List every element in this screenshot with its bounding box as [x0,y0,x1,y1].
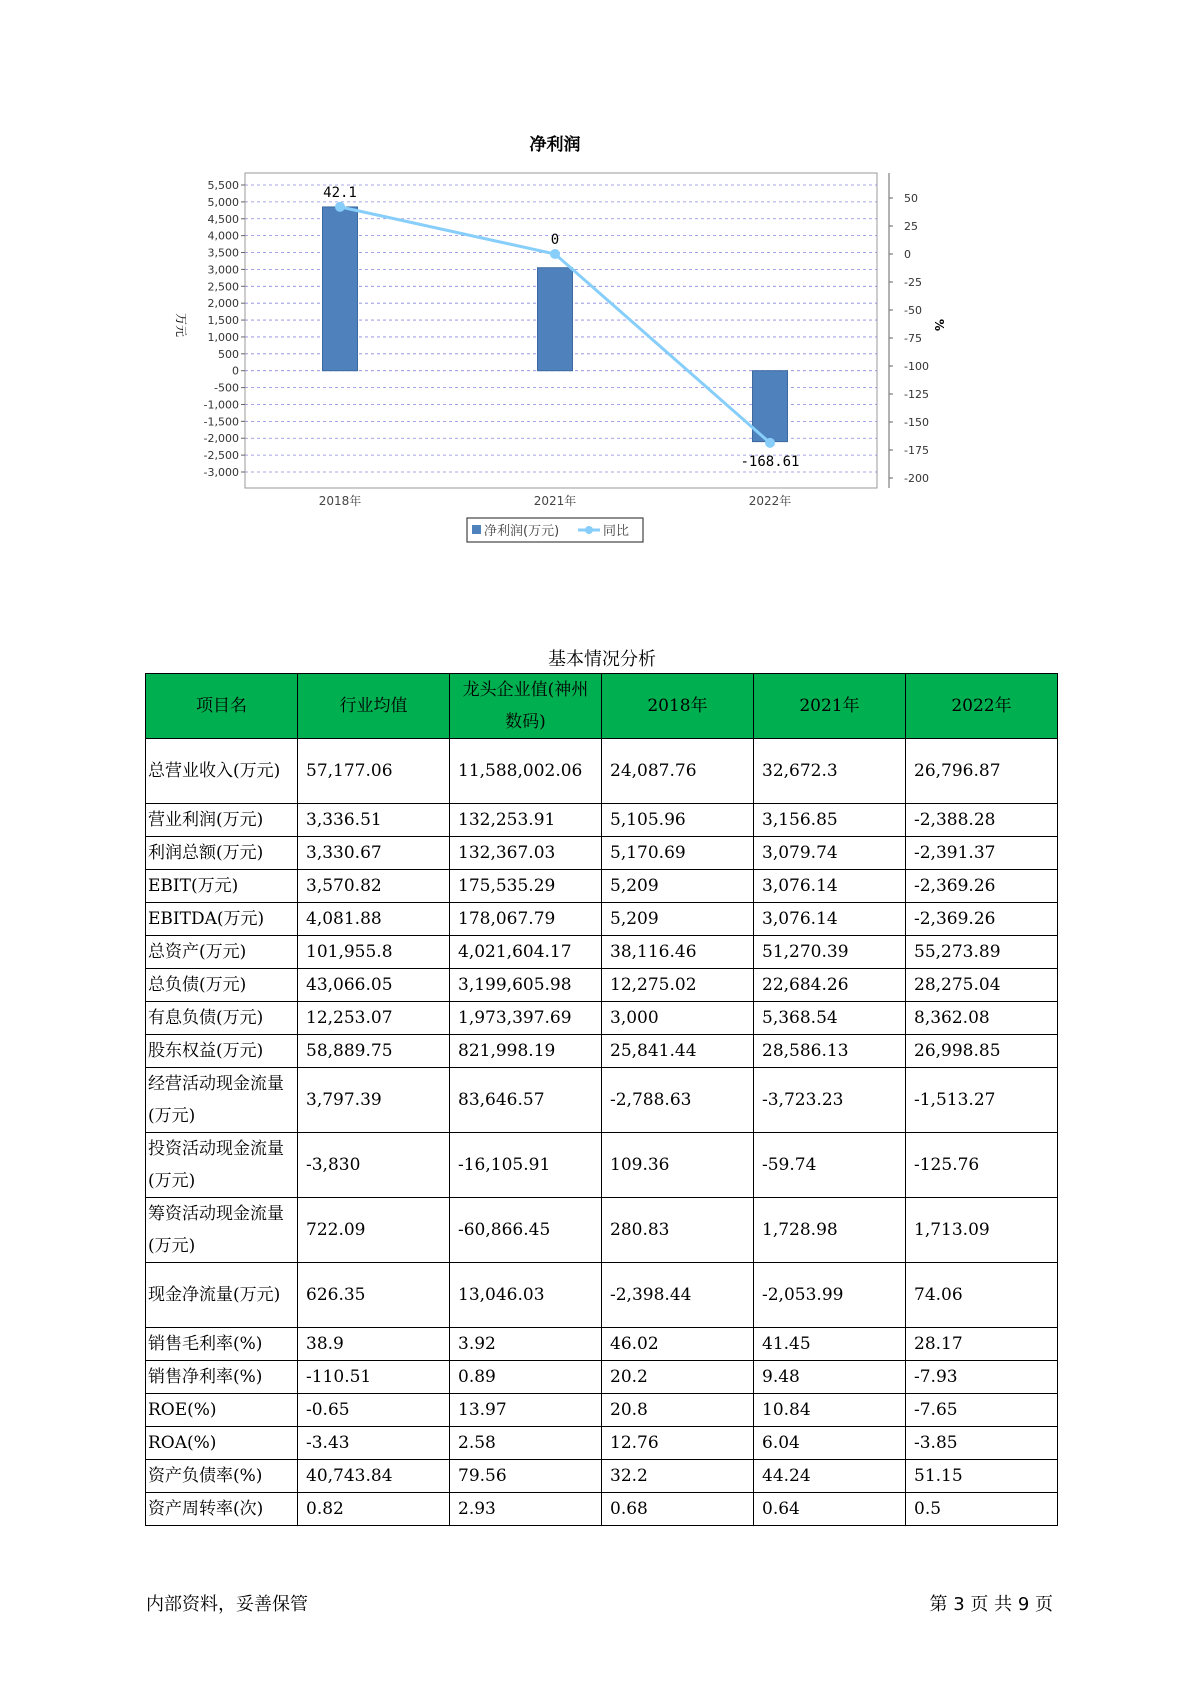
table-row [146,1427,1058,1460]
row-value: 43,066.05 [298,969,450,1002]
row-name: 有息负债(万元) [146,1002,298,1035]
row-value: 132,253.91 [450,804,602,837]
table-row [146,1263,1058,1328]
row-value: 51.15 [906,1460,1058,1493]
row-value: -7.65 [906,1394,1058,1427]
y2-tick-label: -25 [904,276,922,289]
data-label: 0 [550,232,560,248]
header-cell: 项目名 [146,674,298,739]
y2-tick-label: -175 [904,444,929,457]
row-value: 13.97 [450,1394,602,1427]
row-value: 132,367.03 [450,837,602,870]
y2-tick-label: -50 [904,304,922,317]
row-value: 5,209 [602,903,754,936]
footer-confidential: 内部资料，妥善保管 [146,1594,308,1615]
row-value: -3,830 [298,1133,450,1198]
y2-tick-label: 0 [904,248,911,261]
y-tick-label: 1,000 [207,330,239,344]
row-value: 57,177.06 [298,739,450,804]
table-row [146,1328,1058,1361]
legend-line-label: 同比 [603,524,630,539]
table-row [146,936,1058,969]
row-value: 6.04 [754,1427,906,1460]
row-value: 28.17 [906,1328,1058,1361]
bar [538,268,573,371]
row-value: 24,087.76 [602,739,754,804]
table-row [146,1493,1058,1526]
row-value: 20.2 [602,1361,754,1394]
row-value: -16,105.91 [450,1133,602,1198]
line-point [550,249,560,259]
y-tick-label: 500 [218,347,239,361]
y-tick-label: 0 [232,364,239,378]
row-value: 3,076.14 [754,903,906,936]
chart-svg [160,130,1060,590]
row-value: 58,889.75 [298,1035,450,1068]
row-value: 13,046.03 [450,1263,602,1328]
legend-bar-label: 净利润(万元) [484,524,560,539]
legend-line-marker [585,526,593,534]
row-value: -3.85 [906,1427,1058,1460]
y-tick-label: 3,000 [207,263,239,277]
row-value: 11,588,002.06 [450,739,602,804]
table-header-row [146,674,1058,739]
row-value: 38.9 [298,1328,450,1361]
row-value: 101,955.8 [298,936,450,969]
data-label: 42.1 [323,184,357,201]
row-name: 营业利润(万元) [146,804,298,837]
row-value: 46.02 [602,1328,754,1361]
table-row [146,1361,1058,1394]
table-row [146,804,1058,837]
table-row [146,1002,1058,1035]
chart-title: 净利润 [529,135,581,155]
line-point [765,438,775,448]
row-value: 3,079.74 [754,837,906,870]
row-value: 0.5 [906,1493,1058,1526]
row-name: 总资产(万元) [146,936,298,969]
row-value: -125.76 [906,1133,1058,1198]
row-value: 25,841.44 [602,1035,754,1068]
row-value: 26,796.87 [906,739,1058,804]
table-row [146,1035,1058,1068]
row-value: 1,713.09 [906,1198,1058,1263]
row-value: -2,369.26 [906,870,1058,903]
footer-page-number: 第 3 页 共 9 页 [929,1594,1053,1615]
row-name: 总负债(万元) [146,969,298,1002]
header-cell: 行业均值 [298,674,450,739]
row-value: 3,000 [602,1002,754,1035]
row-name: 总营业收入(万元) [146,739,298,804]
row-value: 12,253.07 [298,1002,450,1035]
row-value: 3,330.67 [298,837,450,870]
y-tick-label: -2,000 [203,432,239,446]
row-value: -59.74 [754,1133,906,1198]
row-name: 资产负债率(%) [146,1460,298,1493]
y-tick-label: 2,500 [207,280,239,294]
y-axis-title: 万元 [174,312,188,338]
y2-tick-label: -75 [904,332,922,345]
row-name: 投资活动现金流量(万元) [146,1133,298,1198]
row-value: 51,270.39 [754,936,906,969]
row-value: 0.82 [298,1493,450,1526]
row-value: 626.35 [298,1263,450,1328]
table-row [146,969,1058,1002]
row-value: 4,021,604.17 [450,936,602,969]
row-value: -2,398.44 [602,1263,754,1328]
row-value: 32,672.3 [754,739,906,804]
row-value: 10.84 [754,1394,906,1427]
y2-axis-title: % [932,318,946,332]
row-value: 175,535.29 [450,870,602,903]
y-tick-label: 4,000 [207,229,239,243]
row-value: 41.45 [754,1328,906,1361]
y2-tick-label: 25 [904,220,918,233]
x-tick-label: 2021年 [533,494,577,508]
y2-tick-label: -200 [904,472,929,485]
row-value: -2,788.63 [602,1068,754,1133]
table-row [146,1460,1058,1493]
y-tick-label: 2,000 [207,297,239,311]
y-tick-label: -2,500 [203,449,239,463]
y-tick-label: 1,500 [207,314,239,328]
table-row [146,1198,1058,1263]
row-value: 28,275.04 [906,969,1058,1002]
y-tick-label: 5,500 [207,179,239,192]
row-name: ROA(%) [146,1427,298,1460]
row-value: 3,199,605.98 [450,969,602,1002]
row-value: -2,388.28 [906,804,1058,837]
row-value: 2.58 [450,1427,602,1460]
header-cell: 2022年 [906,674,1058,739]
row-value: 1,973,397.69 [450,1002,602,1035]
row-value: -110.51 [298,1361,450,1394]
row-value: 20.8 [602,1394,754,1427]
line-point [335,202,345,212]
x-tick-label: 2018年 [318,494,362,508]
row-value: 2.93 [450,1493,602,1526]
row-value: -3,723.23 [754,1068,906,1133]
row-value: 1,728.98 [754,1198,906,1263]
row-value: 5,170.69 [602,837,754,870]
row-value: 280.83 [602,1198,754,1263]
row-name: 现金净流量(万元) [146,1263,298,1328]
y-tick-label: -1,000 [203,398,239,412]
row-value: 74.06 [906,1263,1058,1328]
row-value: 5,105.96 [602,804,754,837]
row-name: EBIT(万元) [146,870,298,903]
table-row [146,1394,1058,1427]
row-value: 12.76 [602,1427,754,1460]
row-value: 40,743.84 [298,1460,450,1493]
row-value: 22,684.26 [754,969,906,1002]
row-value: 55,273.89 [906,936,1058,969]
y-tick-label: -1,500 [203,415,239,429]
row-value: 178,067.79 [450,903,602,936]
row-value: 3.92 [450,1328,602,1361]
table-row [146,903,1058,936]
row-value: 79.56 [450,1460,602,1493]
row-value: -7.93 [906,1361,1058,1394]
y2-tick-label: -100 [904,360,929,373]
data-label: -168.61 [740,453,800,470]
row-value: 5,368.54 [754,1002,906,1035]
row-value: 32.2 [602,1460,754,1493]
row-value: 722.09 [298,1198,450,1263]
row-value: 83,646.57 [450,1068,602,1133]
table-row [146,1068,1058,1133]
row-value: 0.64 [754,1493,906,1526]
y-tick-label: 5,000 [207,195,239,209]
y-tick-label: -500 [214,381,239,395]
table-row [146,739,1058,804]
header-cell: 龙头企业值(神州数码) [450,674,602,739]
table-row [146,1133,1058,1198]
table-row [146,837,1058,870]
row-value: 44.24 [754,1460,906,1493]
row-value: -1,513.27 [906,1068,1058,1133]
legend-bar-swatch [472,525,481,534]
row-name: 利润总额(万元) [146,837,298,870]
row-value: -60,866.45 [450,1198,602,1263]
row-value: 0.89 [450,1361,602,1394]
y2-tick-label: 50 [904,192,918,205]
row-value: -2,391.37 [906,837,1058,870]
row-value: 26,998.85 [906,1035,1058,1068]
row-name: ROE(%) [146,1394,298,1427]
row-name: 筹资活动现金流量(万元) [146,1198,298,1263]
basic-analysis-table [145,673,1058,1526]
row-value: 0.68 [602,1493,754,1526]
row-name: 销售毛利率(%) [146,1328,298,1361]
header-cell: 2018年 [602,674,754,739]
row-value: 4,081.88 [298,903,450,936]
net-profit-chart [160,130,1060,590]
table-title: 基本情况分析 [548,649,656,670]
row-value: 12,275.02 [602,969,754,1002]
bar [323,207,358,371]
row-value: 3,156.85 [754,804,906,837]
row-value: 821,998.19 [450,1035,602,1068]
row-value: 9.48 [754,1361,906,1394]
table-row [146,870,1058,903]
row-name: 资产周转率(次) [146,1493,298,1526]
y-tick-label: -3,000 [203,466,239,479]
row-name: 销售净利率(%) [146,1361,298,1394]
row-value: -0.65 [298,1394,450,1427]
y-tick-label: 3,500 [207,246,239,260]
row-value: -3.43 [298,1427,450,1460]
row-name: 经营活动现金流量(万元) [146,1068,298,1133]
x-tick-label: 2022年 [748,494,792,508]
row-value: 8,362.08 [906,1002,1058,1035]
row-value: -2,369.26 [906,903,1058,936]
row-value: 3,797.39 [298,1068,450,1133]
header-cell: 2021年 [754,674,906,739]
row-value: 109.36 [602,1133,754,1198]
row-name: EBITDA(万元) [146,903,298,936]
y2-tick-label: -125 [904,388,929,401]
y-tick-label: 4,500 [207,212,239,226]
row-value: 3,570.82 [298,870,450,903]
row-value: 28,586.13 [754,1035,906,1068]
row-value: 3,336.51 [298,804,450,837]
y2-tick-label: -150 [904,416,929,429]
row-value: 38,116.46 [602,936,754,969]
row-value: 5,209 [602,870,754,903]
row-name: 股东权益(万元) [146,1035,298,1068]
row-value: 3,076.14 [754,870,906,903]
row-value: -2,053.99 [754,1263,906,1328]
